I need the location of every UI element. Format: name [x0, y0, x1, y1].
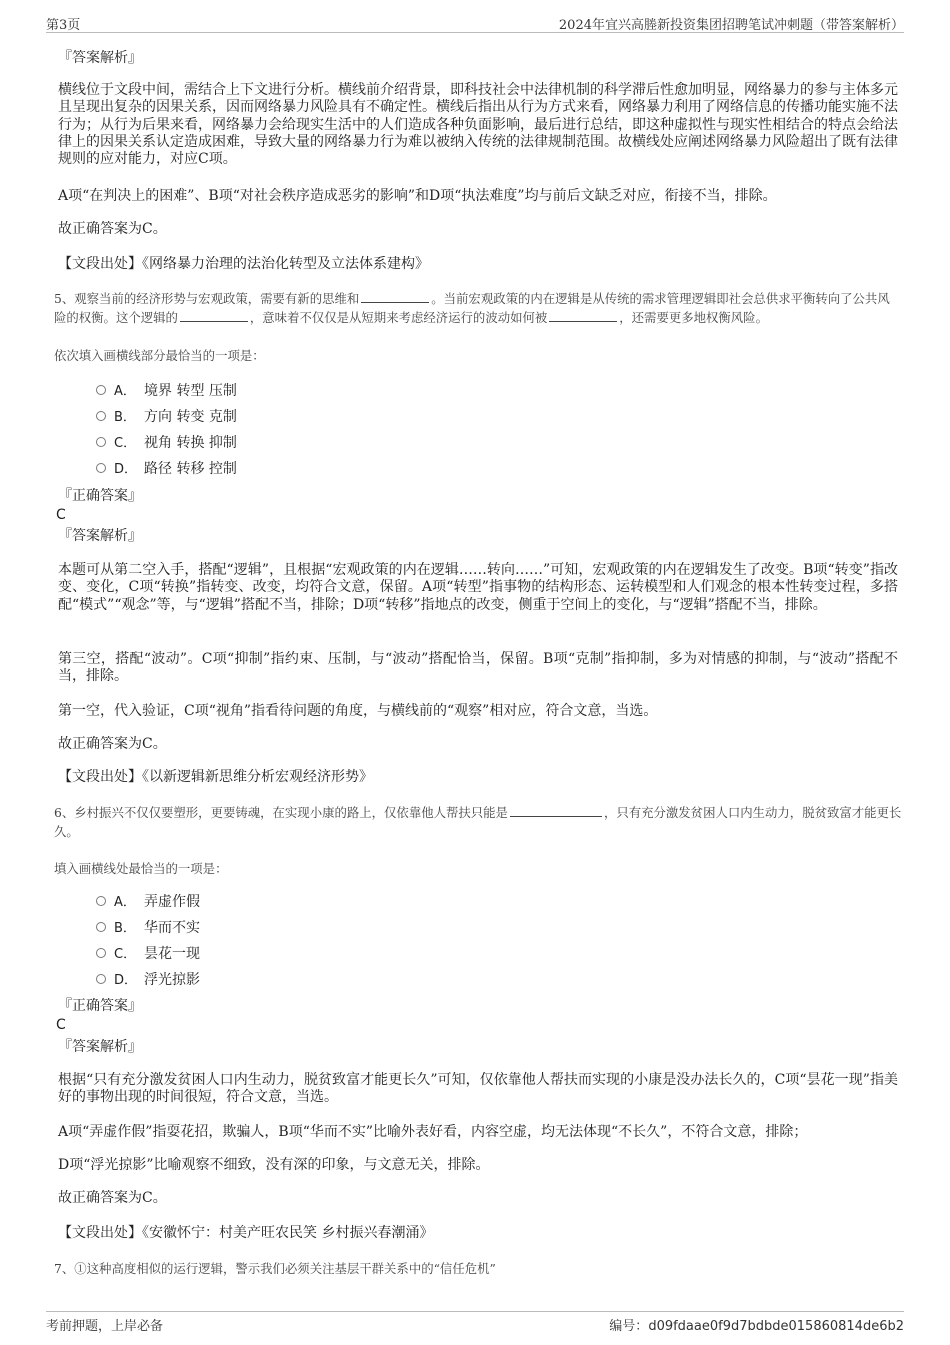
q5-jiexi-label: 『答案解析』	[58, 528, 142, 544]
q4-jiexi-para2: A项“在判决上的困难”、B项“对社会秩序造成恶劣的影响”和D项“执法难度”均与前后文缺乏对应，衔接不当，排除。	[58, 188, 777, 204]
radio-icon[interactable]	[96, 974, 106, 984]
q6-jiexi-para1: 根据“只有充分激发贫困人口内生动力，脱贫致富才能更长久”可知，仅依靠他人帮扶而实现的小康是没办法长久的，C项“昙花一现”指美好的事物出现的时间很短，符合文意，当选。	[58, 1072, 898, 1106]
q6-answer-label: 『正确答案』	[58, 998, 142, 1014]
radio-icon[interactable]	[96, 411, 106, 421]
q5-option-b[interactable]: B． 方向 转变 克制	[96, 408, 237, 426]
q4-jiexi-para3: 故正确答案为C。	[58, 221, 167, 237]
q6-option-c[interactable]: C． 昙花一现	[96, 945, 200, 963]
q5-jiexi-para2: 第三空，搭配“波动”。C项“抑制”指约束、压制，与“波动”搭配恰当，保留。B项“克制”指抑制，多为对情感的抑制，与“波动”搭配不当，排除。	[58, 651, 898, 685]
radio-icon[interactable]	[96, 437, 106, 447]
q6-source: 【文段出处】《安徽怀宁：村美产旺农民笑 乡村振兴春潮涌》	[58, 1225, 434, 1241]
footer-code: 编号：d09fdaae0f9d7bdbde015860814de6b2	[609, 1319, 904, 1334]
q5-source: 【文段出处】《以新逻辑新思维分析宏观经济形势》	[58, 769, 373, 785]
footer-slogan: 考前押题，上岸必备	[46, 1319, 164, 1334]
page-header	[46, 12, 904, 33]
q5-jiexi-para1: 本题可从第二空入手，搭配“逻辑”，且根据“宏观政策的内在逻辑……转向……”可知，宏观政策的内在逻辑发生了改变。B项“转变”指改变、变化，C项“转换”指转变、改变，均符合文意，保留。A项“转型”指事物的结构形态、运转模型和人们观念的根本性转变过程，多搭配“模式”“观念”等，与“逻辑”搭配不当，排除；D项“转移”指地点的改变，侧重于空间上的变化，与“逻辑”搭配不当，排除。	[58, 562, 898, 613]
q6-jiexi-para2: A项“弄虚作假”指耍花招，欺骗人，B项“华而不实”比喻外表好看，内容空虚，均无法体现“不长久”，不符合文意，排除；	[58, 1124, 808, 1140]
q5-jiexi-para4: 故正确答案为C。	[58, 736, 167, 752]
q5-blank-2	[180, 309, 248, 322]
radio-icon[interactable]	[96, 948, 106, 958]
radio-icon[interactable]	[96, 922, 106, 932]
q4-source: 【文段出处】《网络暴力治理的法治化转型及立法体系建构》	[58, 256, 429, 272]
radio-icon[interactable]	[96, 463, 106, 473]
q6-jiexi-label: 『答案解析』	[58, 1039, 142, 1055]
q7-stem: 7、①这种高度相似的运行逻辑，警示我们必须关注基层干群关系中的“信任危机”	[54, 1261, 496, 1276]
q6-stem: 6、乡村振兴不仅仅要塑形，更要铸魂，在实现小康的路上，仅依靠他人帮扶只能是 ，只有充分激发贫困人口内生动力，脱贫致富才能更长久。	[54, 805, 902, 839]
q5-blank-3	[549, 309, 617, 322]
q6-jiexi-para3: D项“浮光掠影”比喻观察不细致，没有深的印象，与文意无关，排除。	[58, 1157, 490, 1173]
q5-option-d[interactable]: D． 路径 转移 控制	[96, 460, 237, 478]
page-number: 第3页	[46, 18, 81, 33]
q6-option-d[interactable]: D． 浮光掠影	[96, 971, 200, 989]
document-title: 2024年宜兴高塍新投资集团招聘笔试冲刺题（带答案解析）	[558, 18, 904, 33]
page-footer	[46, 1311, 904, 1336]
q4-jiexi-para1: 横线位于文段中间，需结合上下文进行分析。横线前介绍背景，即科技社会中法律机制的科学滞后性愈加明显，网络暴力的参与主体多元且呈现出复杂的因果关系，因而网络暴力风险具有不确定性。横线后指出从行为方式来看，网络暴力利用了网络信息的传播功能实施不法行为；从行为后果来看，网络暴力会给现实生活中的人们造成各种负面影响，最后进行总结，即这种虚拟性与现实性相结合的特点会给法律上的因果关系认定造成困难，导致大量的网络暴力行为难以被纳入传统的法律规制范围。故横线处应阐述网络暴力风险超出了既有法律规则的应对能力，对应C项。	[58, 82, 898, 168]
q4-jiexi-label: 『答案解析』	[58, 50, 142, 66]
radio-icon[interactable]	[96, 896, 106, 906]
q6-instruction: 填入画横线处最恰当的一项是：	[54, 861, 228, 876]
q6-option-b[interactable]: B． 华而不实	[96, 919, 200, 937]
q5-instruction: 依次填入画横线部分最恰当的一项是：	[54, 348, 265, 363]
q5-stem: 5、观察当前的经济形势与宏观政策，需要有新的思维和 。当前宏观政策的内在逻辑是从传统的需求管理逻辑即社会总供求平衡转向了公共风险的权衡。这个逻辑的 ，意味着不仅仅是从短期来考虑经济运行的波动如何被 ，还需要更多地权衡风险。	[54, 291, 890, 325]
q6-option-a[interactable]: A． 弄虚作假	[96, 893, 200, 911]
q5-option-c[interactable]: C． 视角 转换 抑制	[96, 434, 237, 452]
q6-answer: C	[56, 1017, 66, 1033]
q5-answer: C	[56, 507, 66, 523]
q6-blank	[510, 804, 602, 817]
q5-answer-label: 『正确答案』	[58, 488, 142, 504]
q6-jiexi-para4: 故正确答案为C。	[58, 1190, 167, 1206]
q5-blank-1	[361, 290, 429, 303]
q5-jiexi-para3: 第一空，代入验证，C项“视角”指看待问题的角度，与横线前的“观察”相对应，符合文意，当选。	[58, 703, 658, 719]
document-code: d09fdaae0f9d7bdbde015860814de6b2	[648, 1319, 904, 1334]
q5-option-a[interactable]: A． 境界 转型 压制	[96, 382, 237, 400]
radio-icon[interactable]	[96, 385, 106, 395]
